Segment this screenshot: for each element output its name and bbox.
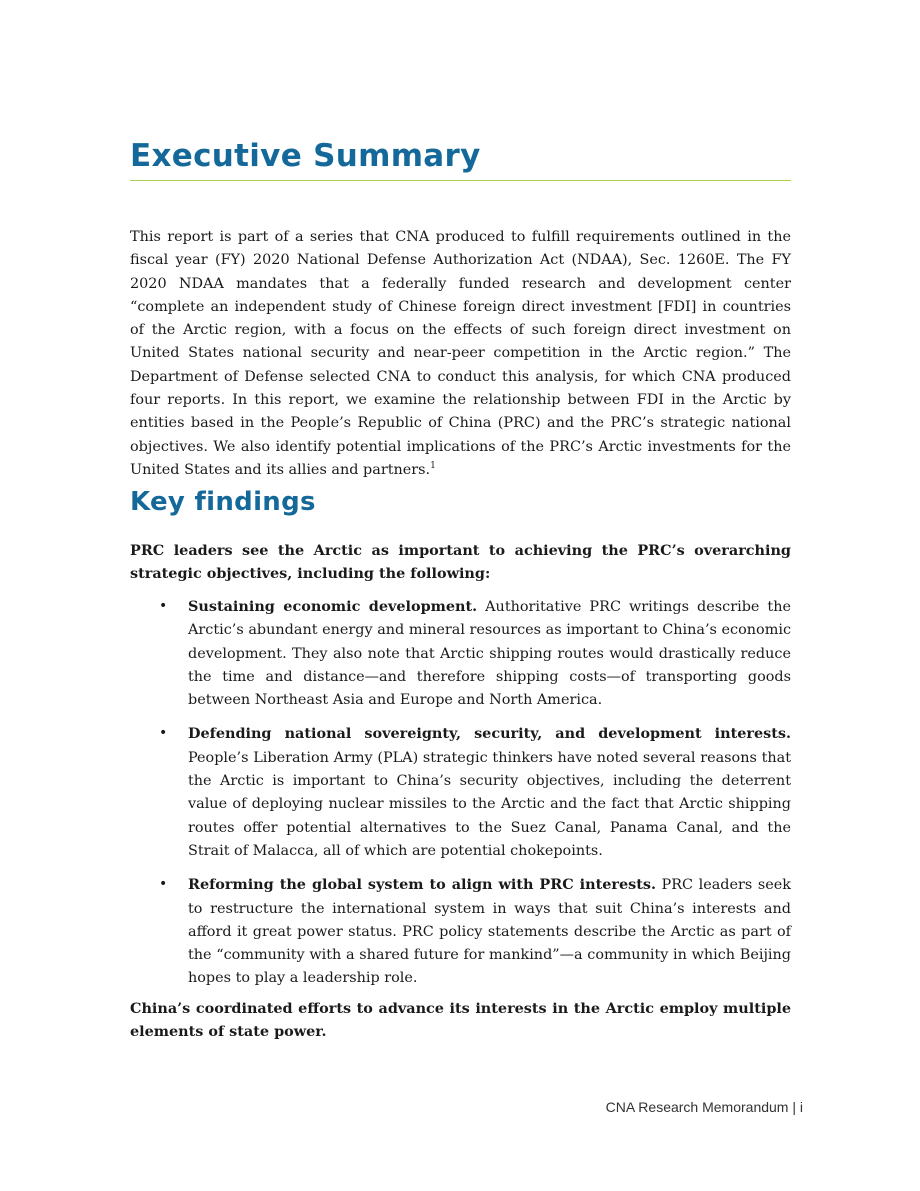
intro-paragraph bbox=[130, 226, 791, 482]
finding-lead-2: China’s coordinated efforts to advance its interests in the Arctic employ multiple elements of state power. bbox=[130, 1000, 791, 1041]
list-item-heading: Reforming the global system to align with PRC interests. bbox=[188, 876, 656, 894]
objectives-list bbox=[130, 595, 791, 1001]
list-item bbox=[130, 722, 791, 863]
list-item-heading: Defending national sovereignty, security, and development interests. bbox=[188, 725, 791, 743]
list-item-text: People’s Liberation Army (PLA) strategic thinkers have noted several reasons that the Arctic is important to China’s security objectives, including the deterrent value of deploying nuclear missiles to the Arctic and the fact that Arctic shipping routes offer potential alternatives to the Suez Canal, Panama Canal, and the Strait of Malacca, all of which are potential chokepoints. bbox=[188, 749, 791, 859]
list-item-text: Authoritative PRC writings describe the Arctic’s abundant energy and mineral resources as important to China’s economic development. They also note that Arctic shipping routes would drastically reduce the time and distance—and therefore shipping costs—of transporting goods between Northeast Asia and Europe and North America. bbox=[188, 599, 791, 709]
list-item-heading: Sustaining economic development. bbox=[188, 598, 478, 615]
bullet-icon: • bbox=[159, 598, 168, 614]
page-footer: CNA Research Memorandum | i bbox=[605, 1099, 803, 1115]
footnote-marker[interactable]: 1 bbox=[430, 461, 436, 472]
list-item bbox=[130, 873, 791, 990]
bullet-icon: • bbox=[159, 725, 168, 742]
intro-text: This report is part of a series that CNA produced to fulfill requirements outlined in the fiscal year (FY) 2020 National Defense Authorization Act (NDAA), Sec. 1260E. The FY 2020 NDAA mandates that a federally funded research and development center “complete an independent study of Chinese foreign direct investment [FDI] in countries of the Arctic region, with a focus on the effects of such foreign direct investment on United States national security and near-peer competition in the Arctic region.” The Department of Defense selected CNA to conduct this analysis, for which CNA produced four reports. In this report, we examine the relationship between FDI in the Arctic by entities based in the People’s Republic of China (PRC) and the PRC’s strategic national objectives. We also identify potential implications of the PRC’s Arctic investments for the United States and its allies and partners. bbox=[130, 229, 791, 478]
finding-lead-1: PRC leaders see the Arctic as important to achieving the PRC’s overarching strategic objectives, including the following: bbox=[130, 542, 791, 583]
page-title: Executive Summary bbox=[130, 138, 791, 181]
list-item-text: PRC leaders seek to restructure the international system in ways that suit China’s interests and afford it great power status. PRC policy statements describe the Arctic as part of the “community with a shared future for mankind”—a community in which Beijing hopes to play a leadership role. bbox=[188, 877, 791, 987]
bullet-icon: • bbox=[159, 876, 168, 893]
list-item bbox=[130, 595, 791, 712]
key-findings-heading: Key findings bbox=[130, 487, 316, 517]
